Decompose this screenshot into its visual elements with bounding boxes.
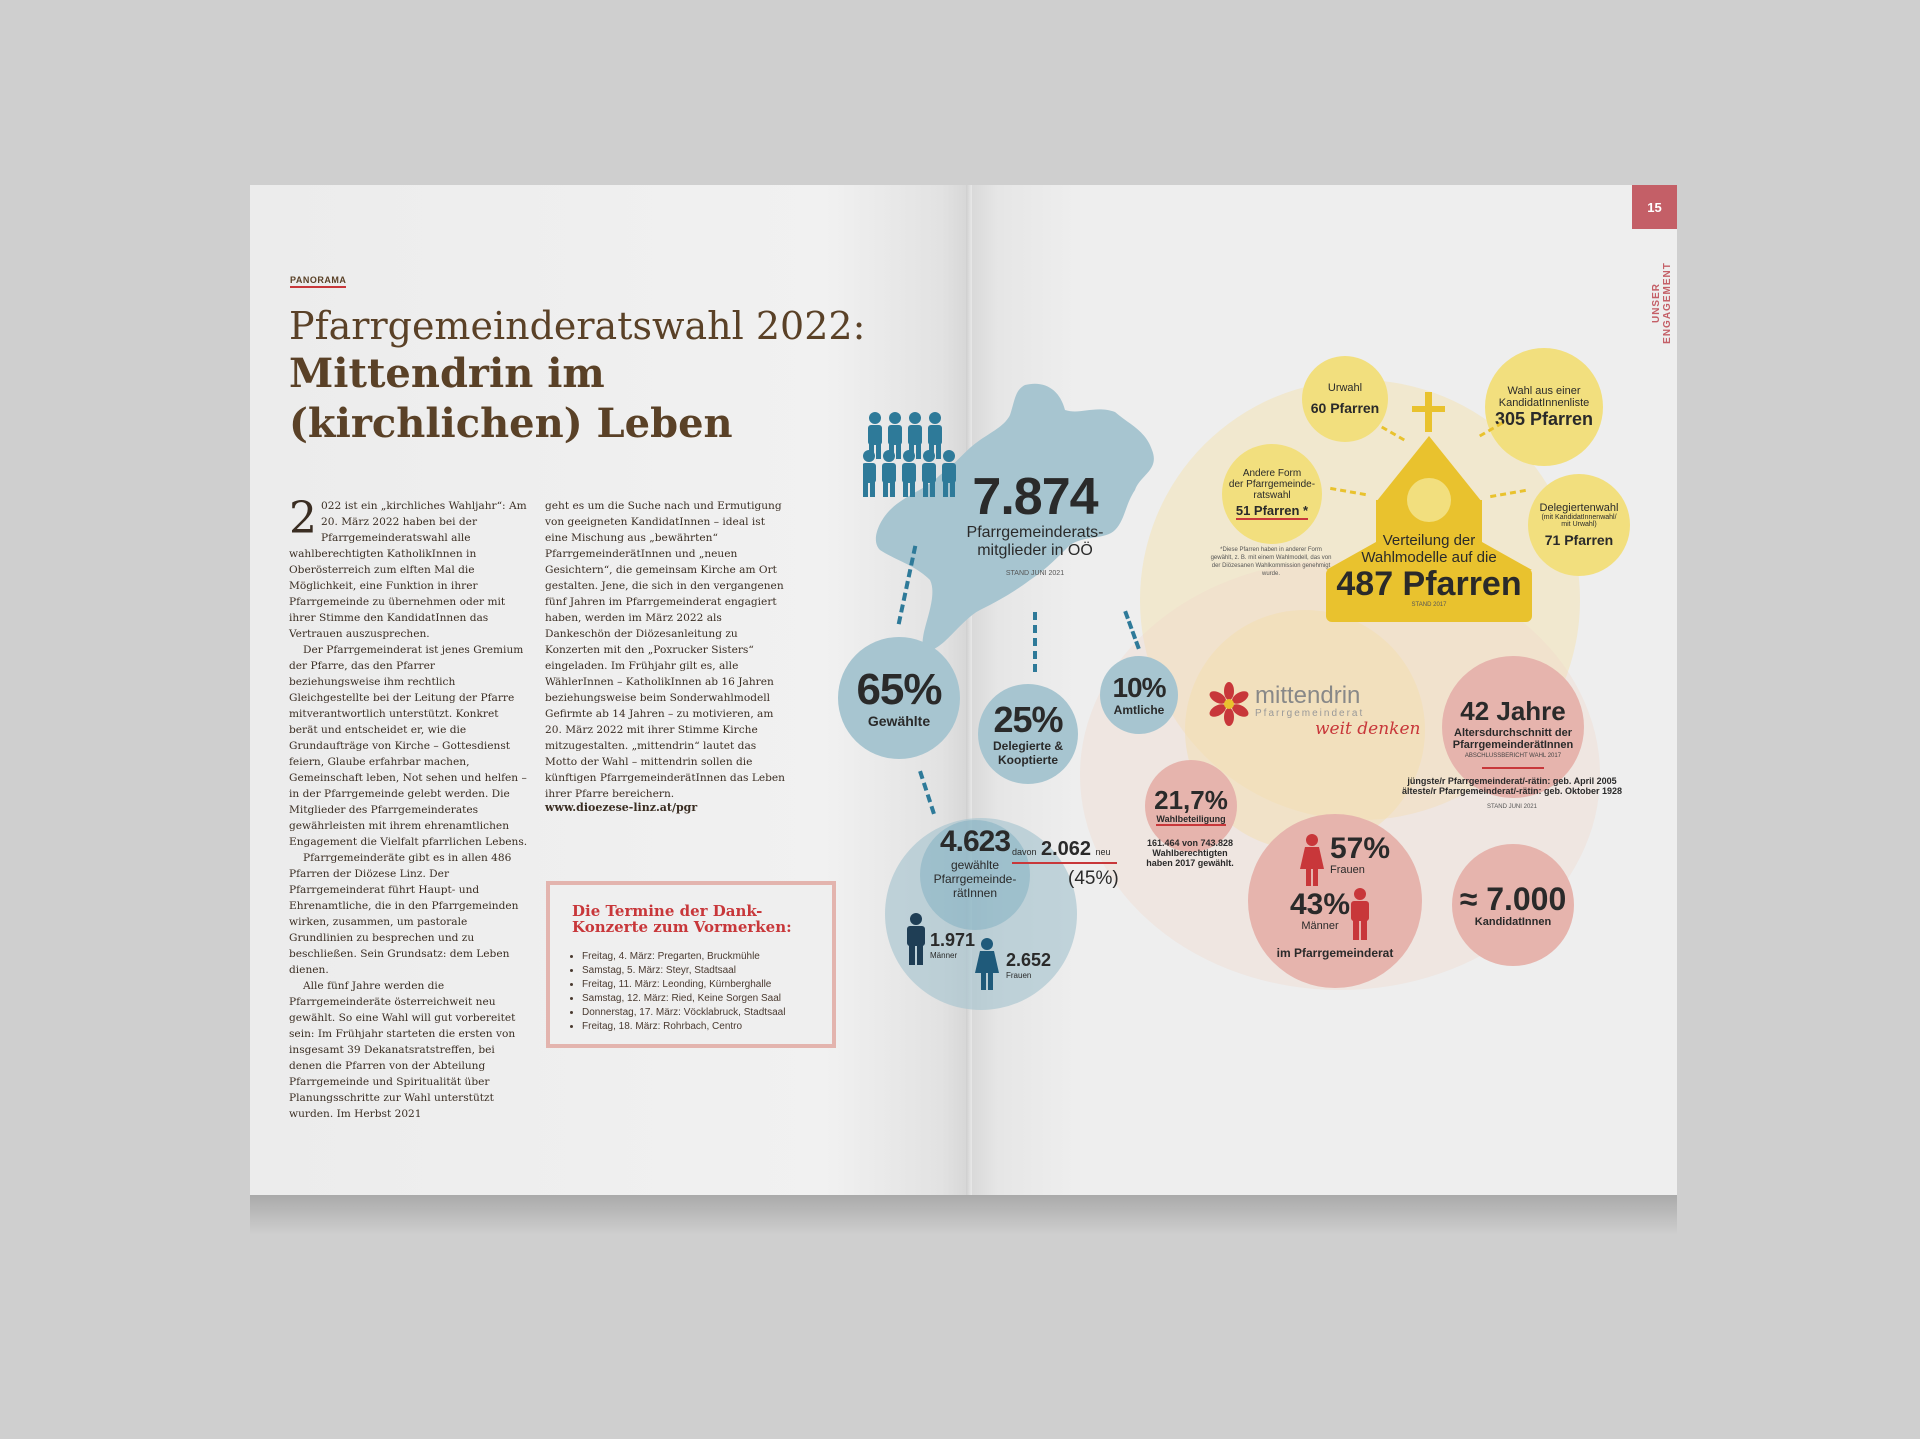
concert-item: • Samstag, 12. März: Ried, Keine Sorgen Saal	[582, 992, 785, 1006]
age-label-1: Altersdurchschnitt der	[1454, 726, 1572, 739]
woman-icon	[975, 938, 999, 990]
delegates-circle	[978, 684, 1078, 784]
woman-red-icon	[1300, 834, 1324, 886]
concert-item: • Donnerstag, 17. März: Vöcklabruck, Stadtsaal	[582, 1006, 785, 1020]
concert-item: • Freitag, 18. März: Rohrbach, Centro	[582, 1020, 785, 1034]
body-column-2	[545, 498, 790, 802]
page-number: 15	[1647, 199, 1662, 215]
headline-line1: Pfarrgemeinderatswahl 2022:	[289, 304, 866, 348]
paragraph-3: Pfarrgemeinderäte gibt es in allen 486 Pfarren der Diözese Linz. Der Pfarrgemeinderat führt Haupt- und Ehrenamtliche, die in den Pfarrgemeinden wirken, zusammen, um pastorale Grundlinien zu besprechen und zu beschließen. Sein Grundsatz: dem Leben dienen.	[289, 852, 519, 976]
members-label-1: Pfarrgemeinderats-	[966, 524, 1104, 541]
website-link[interactable]: www.dioezese-linz.at/pgr	[545, 801, 698, 814]
liste-label-2: KandidatInnenliste	[1498, 396, 1590, 409]
age-label-2: PfarrgemeinderätInnen	[1452, 738, 1574, 751]
official-circle	[1100, 656, 1178, 734]
age-extremes	[1392, 776, 1632, 810]
andere-label-1: Andere Form	[1242, 468, 1302, 479]
man-red-icon	[1348, 888, 1372, 940]
age-stand: STAND JUNI 2021	[1487, 804, 1537, 810]
women-label: Frauen	[1006, 971, 1032, 980]
women-value: 2.652	[1006, 950, 1052, 970]
andere-note: *Diese Pfarren haben in anderer Form gewählt, z. B. mit einem Wahlmodell, das von der Diözesanen Wahlkommission genehmigt wurde.	[1210, 547, 1332, 577]
new-value: 2.062	[1040, 838, 1092, 860]
turnout-detail-3: haben 2017 gewählt.	[1146, 858, 1234, 868]
liste-value: 305 Pfarren	[1494, 408, 1594, 429]
paragraph-4: Alle fünf Jahre werden die Pfarrgemeinderäte österreichweit neu gewählt. So eine Wahl will gut vorbereitet sein: Im Frühjahr starteten die ersten von insgesamt 39 Dekanatsratstreffen, bei denen die Pfarren von der Abteilung Pfarrgemeinde und Spiritualität über Planungsschritte zur Wahl unterstützt wurden. Im Herbst 2021	[289, 980, 516, 1120]
andere-circle	[1222, 444, 1322, 544]
church-stand: STAND 2017	[1411, 602, 1447, 608]
andere-label-2: der Pfarrgemeinde-	[1228, 479, 1316, 490]
male-stat	[1290, 890, 1350, 932]
elected-circle	[838, 637, 960, 759]
paragraph-1	[289, 493, 529, 642]
turnout-details	[1135, 838, 1245, 868]
elected-label: Gewählte	[867, 713, 931, 729]
male-pct: 43%	[1290, 888, 1351, 921]
concert-box-title	[572, 903, 792, 935]
new-pct: (45%)	[1068, 868, 1119, 889]
headline-line2: Mittendrin im	[289, 350, 605, 397]
andere-value: 51 Pfarren *	[1235, 503, 1309, 518]
concert-box	[546, 881, 836, 1048]
official-label: Amtliche	[1113, 703, 1165, 717]
women-stat	[1006, 950, 1051, 980]
elected-count-label-1: gewählte	[950, 858, 1000, 872]
turnout-detail-1: 161.464 von 743.828	[1146, 838, 1234, 848]
concert-item: • Freitag, 4. März: Pregarten, Bruckmühle	[582, 950, 785, 964]
elected-count-label-2: Pfarrgemeinde-	[933, 872, 1017, 886]
paragraph-5: geht es um die Suche nach und Ermutigung von geeigneten KandidatInnen – ideal ist eine Mischung aus „bewährten“ PfarrgemeinderätInnen und „neuen Gesichtern“, die gemeinsam Kirche am Ort gestalten. Jene, die sich in den vergangenen fünf Jahren im Pfarrgemeinderat engagiert haben, werden im März 2022 als Dankeschön der Diözesanleitung zu Konzerten mit den „Poxrucker Sisters“ eingeladen. Im Frühjahr gilt es, alle WählerInnen – KatholikInnen ab 16 Jahren beziehungsweise beim Sonderwahlmodell Gefirmte ab 14 Jahren – zu motivieren, am 20. März 2022 mit ihrer Stimme Kirche mitzugestalten. „mittendrin“ lautet das Motto der Wahl – mittendrin sollen die künftigen PfarrgemeinderätInnen das Leben ihrer Pfarre bereichern.	[545, 500, 785, 800]
logo-sub: Pfarrgemeinderat	[1255, 708, 1365, 719]
concert-box-title-line1: Die Termine der Dank-	[572, 902, 763, 920]
body-column-1	[289, 493, 529, 1122]
new-prefix: davon	[1012, 847, 1037, 857]
candidates-circle	[1452, 844, 1574, 966]
youngest: jüngste/r Pfarrgemeinderat/-rätin: geb. April 2005	[1407, 776, 1617, 786]
female-label: Frauen	[1330, 864, 1365, 876]
elected-count-label-3: rätInnen	[952, 886, 998, 900]
church-label-1: Verteilung der	[1382, 532, 1476, 549]
members-label-2: mitglieder in OÖ	[977, 542, 1093, 559]
new-suffix: neu	[1095, 847, 1111, 857]
connector	[1033, 612, 1037, 672]
candidates-label: KandidatInnen	[1474, 916, 1552, 928]
delegates-pct: 25%	[993, 699, 1063, 740]
delegiert-value: 71 Pfarren	[1544, 532, 1614, 548]
council-label-text: im Pfarrgemeinderat	[1276, 946, 1394, 960]
elected-count-value: 4.623	[939, 825, 1011, 858]
candidates-value: ≈ 7.000	[1459, 881, 1567, 917]
delegiert-label: Delegiertenwahl	[1539, 502, 1619, 514]
church-value: 487 Pfarren	[1336, 565, 1522, 603]
side-label: UNSER ENGAGEMENT	[1651, 262, 1673, 344]
urwahl-label: Urwahl	[1327, 382, 1363, 394]
delegiert-circle	[1528, 474, 1630, 576]
page-number-tab	[1632, 185, 1677, 229]
members-stand: STAND JUNI 2021	[1005, 570, 1065, 577]
turnout-detail-2: Wahlberechtigten	[1152, 848, 1228, 858]
official-pct: 10%	[1112, 672, 1166, 703]
members-value: 7.874	[972, 468, 1098, 526]
book-shadow	[250, 1195, 1677, 1235]
male-label: Männer	[1301, 920, 1339, 932]
new-members	[1012, 838, 1117, 864]
man-icon	[904, 913, 928, 965]
paragraph-2: Der Pfarrgemeinderat ist jenes Gremium der Pfarre, das den Pfarrer beziehungsweise ihm rechtlich Gleichgestellte bei der Leitung der Pfarre mitverantwortlich unterstützt. Konkret berät und entscheidet er, wie die Grundaufträge von Kirche – Gottesdienst feiern, Glaube erfahrbar machen, Gemeinschaft leben, Not sehen und helfen – in der Pfarrgemeinde gelebt werden. Die Mitglieder des Pfarrgemeinderates gewährleisten mit ihrem ehrenamtlichen Engagement die Vielfalt pfarrlichen Lebens.	[289, 644, 528, 848]
people-group-icon	[863, 410, 963, 506]
female-stat	[1330, 834, 1390, 876]
logo-word: mittendrin	[1255, 682, 1361, 709]
age-divider	[1482, 767, 1544, 769]
urwahl-value: 60 Pfarren	[1310, 400, 1380, 416]
men-value: 1.971	[930, 930, 976, 950]
delegates-label-1: Delegierte &	[992, 739, 1064, 753]
men-label: Männer	[930, 951, 958, 960]
mittendrin-flower-icon	[1206, 681, 1252, 727]
church-label-2: Wahlmodelle auf die	[1361, 549, 1497, 566]
headline-line3: (kirchlichen) Leben	[289, 400, 733, 447]
age-value: 42 Jahre	[1460, 695, 1566, 726]
council-label	[1265, 946, 1405, 960]
logo-script: weit denken	[1315, 719, 1421, 739]
concert-item: • Freitag, 11. März: Leonding, Kürnberghalle	[582, 978, 785, 992]
oldest: älteste/r Pfarrgemeinderat/-rätin: geb. Oktober 1928	[1401, 786, 1623, 796]
mittendrin-logo	[1255, 684, 1421, 739]
men-stat	[930, 930, 975, 960]
dropcap: 2	[289, 493, 317, 544]
liste-label-1: Wahl aus einer	[1507, 384, 1581, 397]
concert-list	[568, 950, 785, 1034]
concert-item: • Samstag, 5. März: Steyr, Stadtsaal	[582, 964, 785, 978]
elected-pct: 65%	[856, 665, 942, 714]
delegates-label-2: Kooptierte	[998, 753, 1058, 767]
delegiert-sub: (mit KandidatInnenwahl/ mit Urwahl)	[1541, 514, 1617, 528]
female-pct: 57%	[1330, 832, 1391, 865]
age-source: ABSCHLUSSBERICHT WAHL 2017	[1464, 752, 1562, 759]
andere-label-3: ratswahl	[1253, 490, 1291, 501]
elected-count	[925, 826, 1025, 900]
paragraph-1-text: 022 ist ein „kirchliches Wahljahr“: Am 20. März 2022 haben bei der Pfarrgemeinderatswahl alle wahlberechtigten KatholikInnen in Oberösterreich zum elften Mal die Möglichkeit, eine Funktion in ihrer Pfarrgemeinde zu übernehmen oder mit ihrer Stimme den KandidatInnen das Vertrauen auszusprechen.	[289, 500, 527, 640]
section-label: PANORAMA	[290, 275, 346, 288]
concert-box-title-line2: Konzerte zum Vormerken:	[572, 918, 792, 936]
turnout-pct: 21,7%	[1154, 785, 1228, 815]
members-stat	[960, 470, 1110, 577]
church-stat	[1326, 532, 1532, 608]
turnout-label: Wahlbeteiligung	[1156, 814, 1226, 824]
spine	[966, 185, 972, 1195]
headline	[289, 303, 929, 449]
